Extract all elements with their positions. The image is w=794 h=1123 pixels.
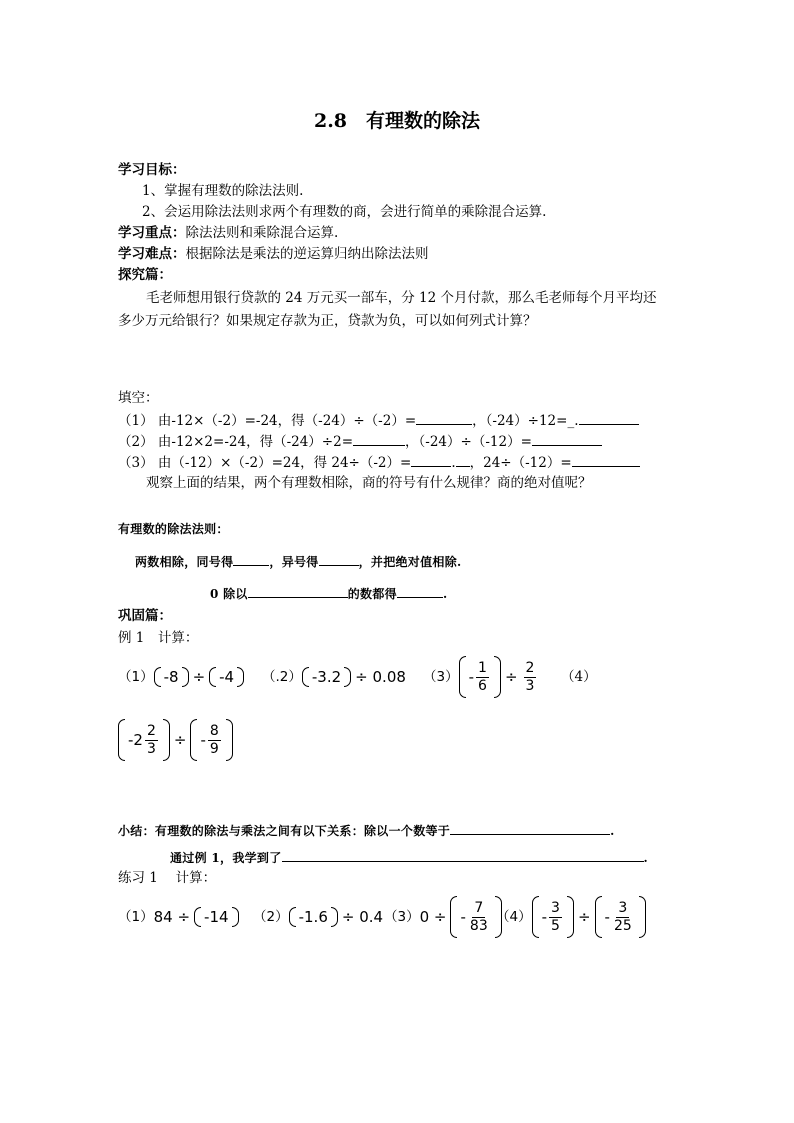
- rule-line: [135, 552, 462, 570]
- item-number: （3）: [423, 669, 459, 685]
- blank[interactable]: [397, 584, 443, 598]
- fill-row-2: [118, 431, 602, 452]
- minus-sign: -: [200, 731, 206, 749]
- paren-group: [289, 907, 338, 927]
- paren-group: [190, 719, 232, 761]
- fill-row-1-text: （1） 由-12×（-2）=-24，得（-24）÷（-2）=: [118, 413, 417, 429]
- page-title: 2.8 有理数的除法: [313, 110, 481, 132]
- expression-rest: ÷ 0.4: [341, 908, 384, 926]
- fraction: [524, 660, 537, 695]
- practice1-item-3: [384, 894, 502, 940]
- summary-end-a: .: [610, 824, 615, 838]
- example1-item-3: [423, 654, 538, 700]
- fill-observe: 观察上面的结果，两个有理数相除，商的符号有什么规律？商的绝对值呢？: [146, 475, 592, 491]
- rule-zero-text-a: 0 除以: [210, 587, 248, 601]
- value: -3.2: [311, 668, 342, 686]
- summary-line-2: [170, 848, 648, 866]
- item-number: （.2）: [262, 669, 302, 685]
- goal-item-2: 2、会运用除法法则求两个有理数的商，会进行简单的乘除混合运算.: [142, 204, 547, 220]
- denominator: 3: [146, 740, 156, 757]
- blank[interactable]: [532, 431, 602, 446]
- fraction: [476, 660, 489, 695]
- divide-sign: ÷: [192, 668, 206, 686]
- fill-row-3-dot: .: [451, 455, 456, 471]
- fill-row-2-text-b: ，（-24）÷（-12）=: [405, 434, 532, 450]
- paren-group: [154, 667, 189, 687]
- numerator: 1: [478, 659, 487, 676]
- fill-row-3: [118, 452, 640, 473]
- blank[interactable]: [319, 552, 359, 566]
- example1-item-4: [118, 717, 233, 763]
- blank[interactable]: [450, 821, 610, 835]
- rule-heading: 有理数的除法法则：: [118, 522, 229, 536]
- blank[interactable]: [411, 452, 451, 467]
- summary-text-b: 通过例 1，我学到了: [170, 851, 282, 865]
- practice1-label: 练习 1 计算：: [118, 870, 217, 886]
- numerator: 3: [618, 899, 628, 916]
- fraction: [549, 900, 562, 935]
- value: -4: [219, 668, 235, 686]
- summary-end-b: .: [643, 851, 649, 865]
- numerator: 3: [551, 899, 560, 916]
- fill-row-2-text: （2） 由-12×2=-24，得（-24）÷2=: [118, 434, 354, 450]
- minus-sign: -: [604, 908, 610, 926]
- blank[interactable]: [282, 848, 644, 862]
- whole-part: -2: [128, 731, 143, 749]
- minus-sign: -: [460, 908, 466, 926]
- minus-sign: -: [468, 668, 475, 686]
- key-points-label: 学习重点：: [118, 225, 186, 241]
- fill-row-1-text-b: ，（-24）÷12=_.: [472, 413, 579, 429]
- explore-line-1: 毛老师想用银行贷款的 24 万元买一部车，分 12 个月付款，那么毛老师每个月平均还: [146, 290, 657, 306]
- numerator: 7: [474, 899, 484, 916]
- fraction: [468, 900, 490, 935]
- rule-zero-line: [210, 584, 447, 602]
- paren-group: [450, 896, 501, 938]
- divide-sign: ÷: [577, 908, 591, 926]
- fraction: [208, 723, 221, 758]
- practice1-item-2: [253, 905, 383, 929]
- expression-rest: ÷ 0.08: [355, 668, 406, 686]
- denominator: 6: [478, 677, 487, 694]
- expression-start: 0 ÷: [419, 908, 447, 926]
- difficulties-text: 根据除法是乘法的逆运算归纳出除法法则: [185, 246, 429, 262]
- goal-item-1: 1、掌握有理数的除法法则.: [142, 183, 304, 199]
- fraction: [145, 723, 158, 758]
- explore-line-2: 多少万元给银行？如果规定存款为正，贷款为负，可以如何列式计算？: [118, 313, 537, 329]
- summary-line-1: [118, 821, 615, 839]
- item-number: （2）: [253, 909, 289, 925]
- expression-start: 84 ÷: [153, 908, 191, 926]
- denominator: 3: [525, 677, 535, 694]
- practice1-item-4: [496, 894, 646, 940]
- paren-group: [194, 907, 239, 927]
- summary-text-a: 小结：有理数的除法与乘法之间有以下关系：除以一个数等于: [118, 824, 451, 838]
- mixed-number: [128, 723, 160, 758]
- rule-text-2: ，异号得: [269, 555, 319, 569]
- rule-text-3: ，并把绝对值相除.: [358, 555, 462, 569]
- item-number: （4）: [496, 909, 532, 925]
- blank[interactable]: [572, 452, 640, 467]
- fill-row-1: [118, 410, 639, 431]
- blank[interactable]: [233, 552, 269, 566]
- key-points-text: 除法法则和乘除混合运算.: [185, 225, 339, 241]
- paren-group: [118, 719, 170, 761]
- paren-group: [532, 896, 574, 938]
- difficulties-label: 学习难点：: [118, 246, 186, 262]
- denominator: 83: [469, 917, 488, 934]
- minus-sign: -: [541, 908, 548, 926]
- paren-group: [302, 667, 351, 687]
- practice1-item-1: [118, 905, 239, 929]
- blank[interactable]: [416, 410, 472, 425]
- denominator: 9: [209, 740, 219, 757]
- fraction: [612, 900, 634, 935]
- value: -1.6: [298, 908, 328, 926]
- blank[interactable]: [353, 431, 405, 446]
- numerator: 2: [146, 722, 156, 739]
- blank[interactable]: [579, 410, 639, 425]
- example1-item-2: [262, 665, 406, 689]
- rule-zero-text-b: 的数都得: [347, 587, 397, 601]
- item-number: （3）: [384, 909, 420, 925]
- numerator: 8: [209, 722, 219, 739]
- paren-group: [595, 896, 646, 938]
- blank[interactable]: [456, 452, 470, 467]
- item-number: （1）: [118, 909, 154, 925]
- fill-label: 填空：: [118, 390, 159, 406]
- value: -8: [163, 668, 179, 686]
- denominator: 25: [613, 917, 632, 934]
- explore-label: 探究篇：: [118, 267, 172, 283]
- divide-sign: ÷: [173, 731, 187, 749]
- goals-label: 学习目标：: [118, 162, 186, 178]
- example1-label: 例 1 计算：: [118, 630, 199, 646]
- example1-item-1: [118, 665, 244, 689]
- fill-row-3-text: （3） 由（-12）×（-2）=24，得 24÷（-2）=: [118, 455, 412, 471]
- paren-group: [459, 656, 501, 698]
- blank[interactable]: [248, 584, 348, 598]
- fill-row-3-text-c: ，24÷（-12）=: [469, 455, 572, 471]
- difficulties: [118, 244, 429, 264]
- rule-zero-text-c: .: [442, 587, 448, 601]
- consolidate-label: 巩固篇：: [118, 608, 172, 624]
- item-number: （1）: [118, 669, 154, 685]
- divide-sign: ÷: [504, 668, 518, 686]
- paren-group: [209, 667, 244, 687]
- value: -14: [204, 908, 229, 926]
- numerator: 2: [525, 659, 535, 676]
- denominator: 5: [551, 917, 560, 934]
- example1-item-4-number: （4）: [561, 669, 597, 685]
- key-points: [118, 223, 338, 243]
- rule-text-1: 两数相除，同号得: [135, 555, 234, 569]
